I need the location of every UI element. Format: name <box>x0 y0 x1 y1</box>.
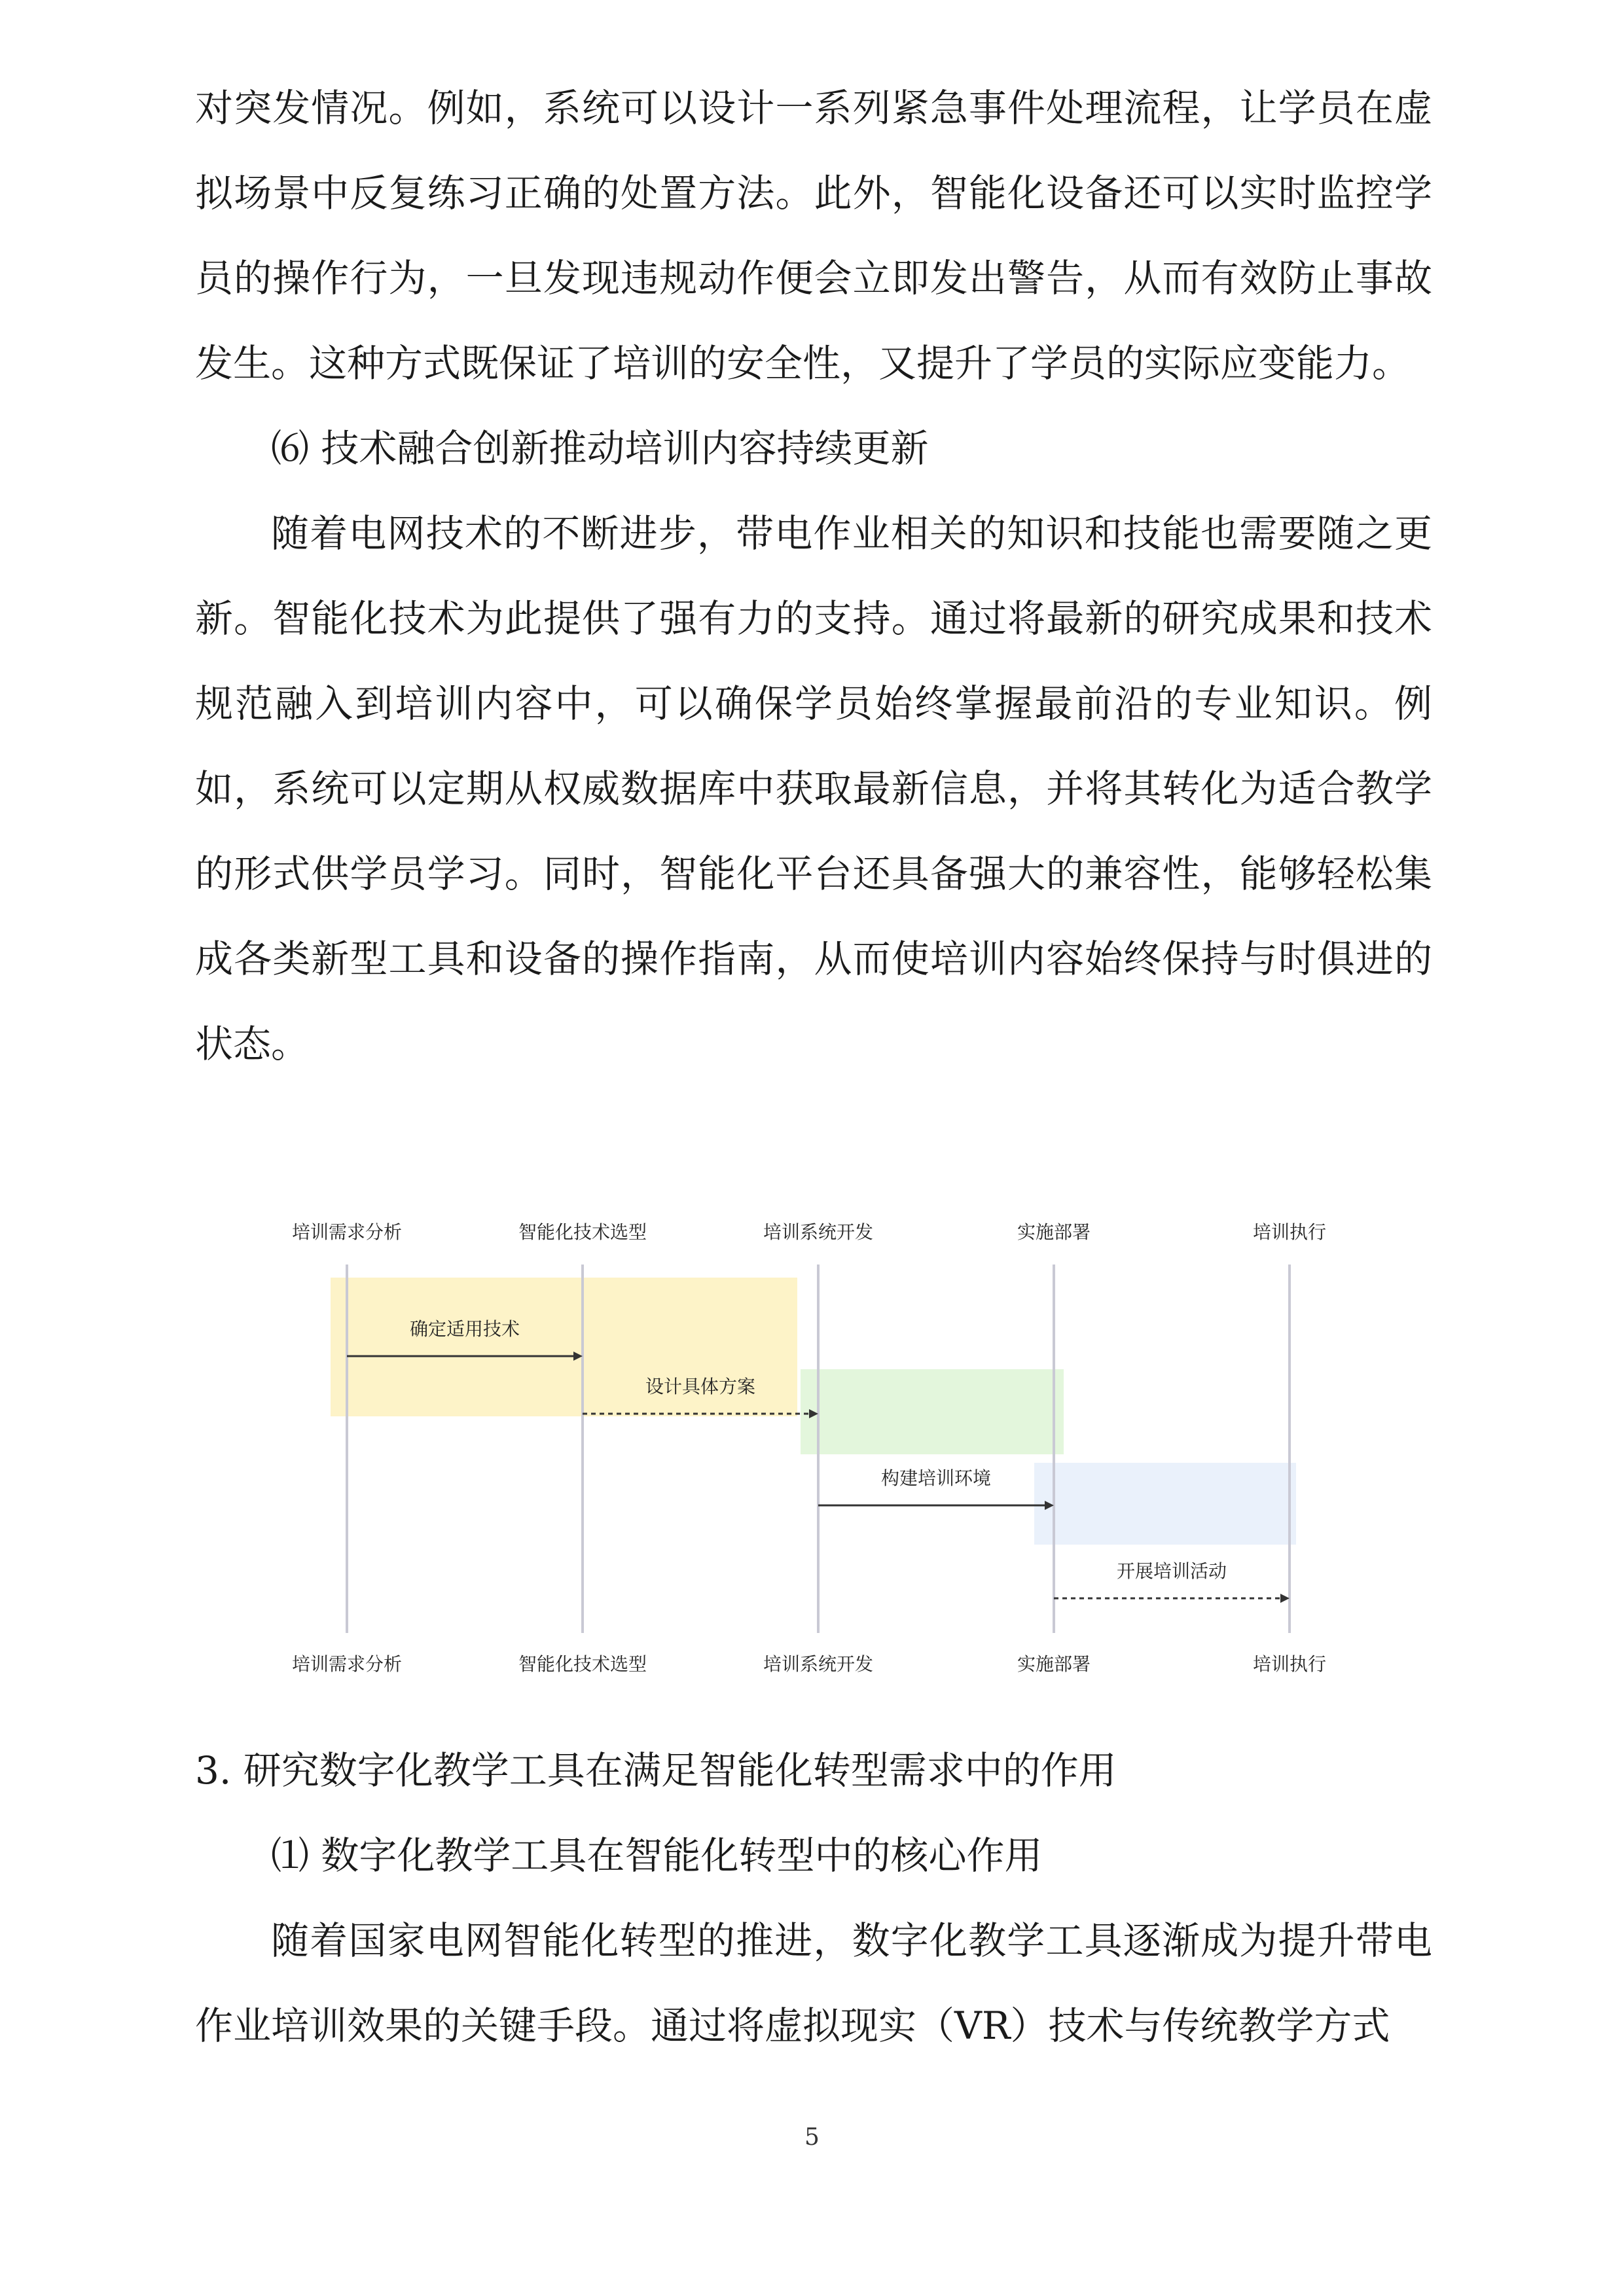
participant-bottom-2: 智能化技术选型 <box>518 1653 647 1675</box>
sequence-diagram <box>281 1204 1329 1702</box>
participant-bottom-4: 实施部署 <box>1017 1653 1091 1675</box>
participant-top-5: 培训执行 <box>1252 1221 1327 1243</box>
participant-bottom-3: 培训系统开发 <box>763 1653 874 1675</box>
arrowhead-4 <box>1280 1594 1290 1603</box>
message-label-2: 设计具体方案 <box>645 1376 756 1397</box>
paragraph-digital-tools: 随着国家电网智能化转型的推进，数字化教学工具逐渐成为提升带电作业培训效果的关键手段。通过将虚拟现实（VR）技术与传统教学方式 <box>195 1918 1432 2048</box>
participant-bottom-1: 培训需求分析 <box>291 1653 403 1675</box>
participant-top-4: 实施部署 <box>1017 1221 1091 1243</box>
participant-top-2: 智能化技术选型 <box>518 1221 647 1243</box>
participant-top-3: 培训系统开发 <box>763 1221 874 1243</box>
message-label-3: 构建培训环境 <box>880 1467 992 1489</box>
region-highlight-green <box>801 1369 1064 1454</box>
region-highlight-blue <box>1034 1463 1296 1545</box>
message-label-4: 开展培训活动 <box>1116 1560 1227 1582</box>
paragraph-emergency-training: 对突发情况。例如，系统可以设计一系列紧急事件处理流程，让学员在虚拟场景中反复练习正确的处置方法。此外，智能化设备还可以实时监控学员的操作行为，一旦发现违规动作便会立即发出警告，从而有效防止事故发生。这种方式既保证了培训的安全性，又提升了学员的实际应变能力。 <box>195 86 1432 386</box>
message-label-1: 确定适用技术 <box>409 1318 520 1340</box>
page-number: 5 <box>804 2124 820 2151</box>
participant-bottom-5: 培训执行 <box>1252 1653 1327 1675</box>
participant-top-1: 培训需求分析 <box>291 1221 403 1243</box>
heading-6-tech-fusion: ⑹ 技术融合创新推动培训内容持续更新 <box>271 426 929 471</box>
heading-1-core-role: ⑴ 数字化教学工具在智能化转型中的核心作用 <box>271 1833 1043 1878</box>
paragraph-content-update: 随着电网技术的不断进步，带电作业相关的知识和技能也需要随之更新。智能化技术为此提供了强有力的支持。通过将最新的研究成果和技术规范融入到培训内容中，可以确保学员始终掌握最前沿的专业知识。例如，系统可以定期从权威数据库中获取最新信息，并将其转化为适合教学的形式供学员学习。同时，智能化平台还具备强大的兼容性，能够轻松集成各类新型工具和设备的操作指南，从而使培训内容始终保持与时俱进的状态。 <box>195 511 1432 1066</box>
heading-section-3: 3. 研究数字化教学工具在满足智能化转型需求中的作用 <box>195 1748 1117 1793</box>
